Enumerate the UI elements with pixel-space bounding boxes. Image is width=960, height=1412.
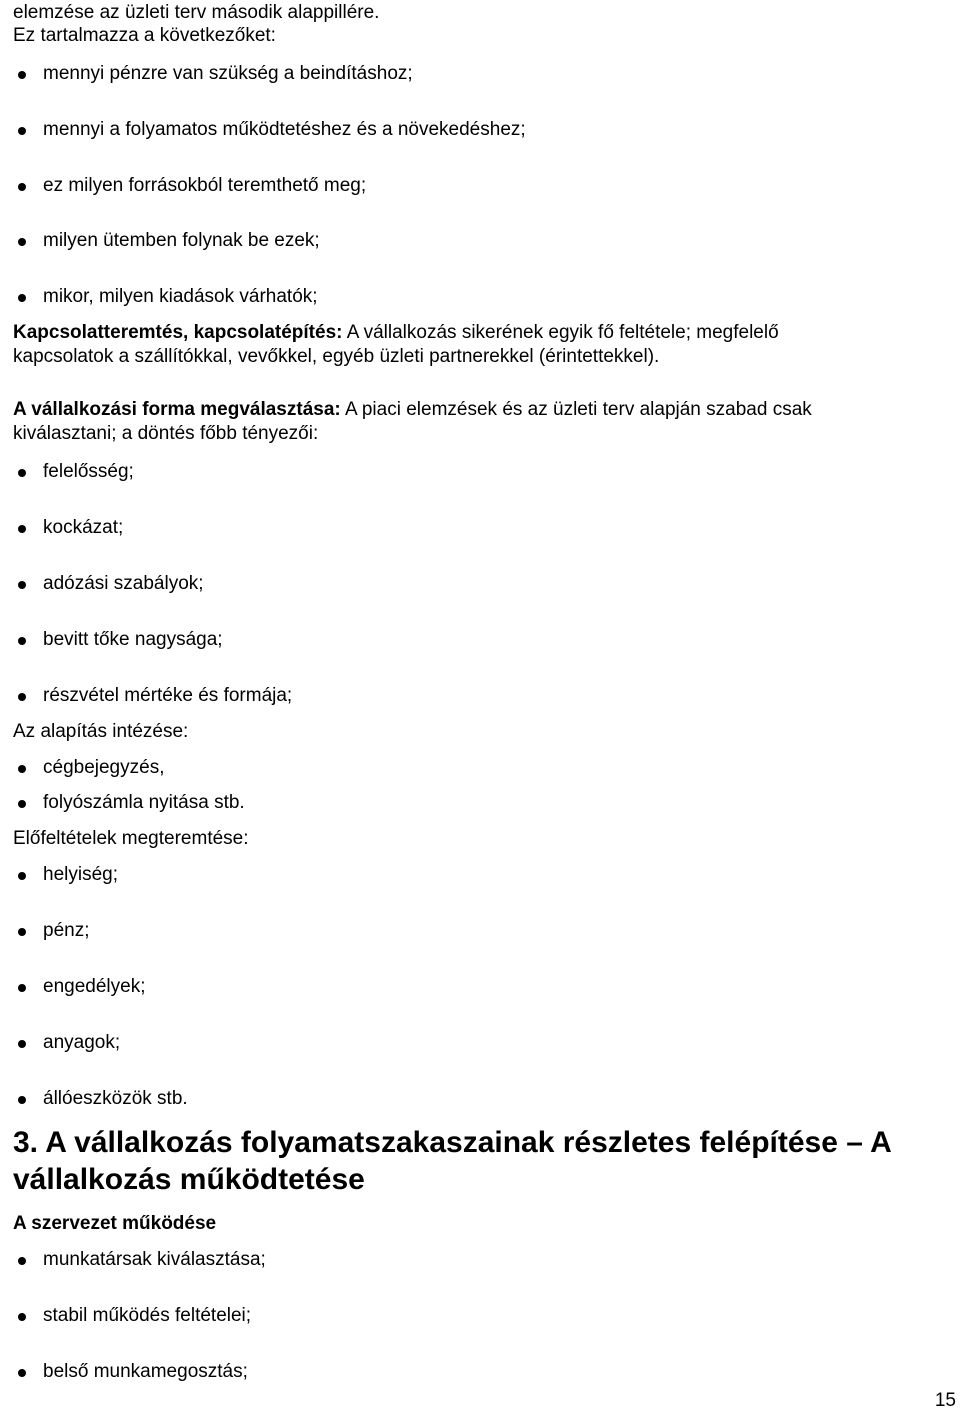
intro-line-1: elemzése az üzleti terv második alappillére.: [13, 2, 380, 23]
intro-line-2: Ez tartalmazza a következőket:: [13, 25, 276, 46]
list-item-text: milyen ütemben folynak be ezek;: [43, 230, 320, 251]
bullet-icon: [18, 183, 26, 191]
bullet-icon: [18, 469, 26, 477]
bullet-icon: [18, 637, 26, 645]
contacts-label: Kapcsolatteremtés, kapcsolatépítés:: [13, 322, 343, 343]
contacts-paragraph-line-2: kapcsolatok a szállítókkal, vevőkkel, egyéb üzleti partnerekkel (érintettekkel).: [13, 346, 660, 367]
list-item-text: mennyi pénzre van szükség a beindításhoz;: [43, 63, 413, 84]
list-item-text: cégbejegyzés,: [43, 757, 165, 778]
list-item-text: bevitt tőke nagysága;: [43, 629, 223, 650]
bullet-icon: [18, 765, 26, 773]
list-item-text: részvétel mértéke és formája;: [43, 685, 293, 706]
list-item-text: pénz;: [43, 920, 90, 941]
list-item-text: ez milyen forrásokból teremthető meg;: [43, 175, 367, 196]
bullet-icon: [18, 872, 26, 880]
list-item-text: stabil működés feltételei;: [43, 1305, 252, 1326]
list-item-text: munkatársak kiválasztása;: [43, 1249, 266, 1270]
bullet-icon: [18, 1096, 26, 1104]
bullet-icon: [18, 1257, 26, 1265]
bullet-icon: [18, 693, 26, 701]
list-item-text: helyiség;: [43, 864, 118, 885]
list-item-text: anyagok;: [43, 1032, 121, 1053]
bullet-icon: [18, 1313, 26, 1321]
section-title-line-1: 3. A vállalkozás folyamatszakaszainak részletes felépítése – A: [13, 1126, 892, 1159]
bullet-icon: [18, 581, 26, 589]
list-item-text: felelősség;: [43, 461, 134, 482]
contacts-paragraph-line-1: [13, 322, 779, 344]
bullet-icon: [18, 800, 26, 808]
list-item-text: mennyi a folyamatos működtetéshez és a növekedéshez;: [43, 119, 526, 140]
page-number: 15: [934, 1390, 956, 1411]
bullet-icon: [18, 1369, 26, 1377]
list-item-text: kockázat;: [43, 517, 124, 538]
list-item-text: folyószámla nyitása stb.: [43, 792, 245, 813]
bullet-icon: [18, 127, 26, 135]
list-item-text: belső munkamegosztás;: [43, 1361, 248, 1382]
bullet-icon: [18, 238, 26, 246]
form-choice-paragraph-line-2: kiválasztani; a döntés főbb tényezői:: [13, 423, 319, 444]
bullet-icon: [18, 525, 26, 533]
contacts-text: A vállalkozás sikerének egyik fő feltétele; megfelelő: [342, 322, 779, 343]
bullet-icon: [18, 71, 26, 79]
founding-heading: Az alapítás intézése:: [13, 721, 189, 742]
bullet-icon: [18, 984, 26, 992]
list-item-text: mikor, milyen kiadások várhatók;: [43, 286, 318, 307]
bullet-icon: [18, 1040, 26, 1048]
form-choice-text: A piaci elemzések és az üzleti terv alapján szabad csak: [340, 399, 812, 420]
prerequisites-heading: Előfeltételek megteremtése:: [13, 828, 249, 849]
bullet-icon: [18, 928, 26, 936]
form-choice-paragraph-line-1: [13, 399, 812, 421]
form-choice-label: A vállalkozási forma megválasztása:: [13, 399, 341, 420]
list-item-text: adózási szabályok;: [43, 573, 204, 594]
bullet-icon: [18, 294, 26, 302]
list-item-text: állóeszközök stb.: [43, 1088, 188, 1109]
list-item-text: engedélyek;: [43, 976, 146, 997]
section-title-line-2: vállalkozás működtetése: [13, 1163, 365, 1196]
organization-heading: A szervezet működése: [13, 1213, 217, 1234]
